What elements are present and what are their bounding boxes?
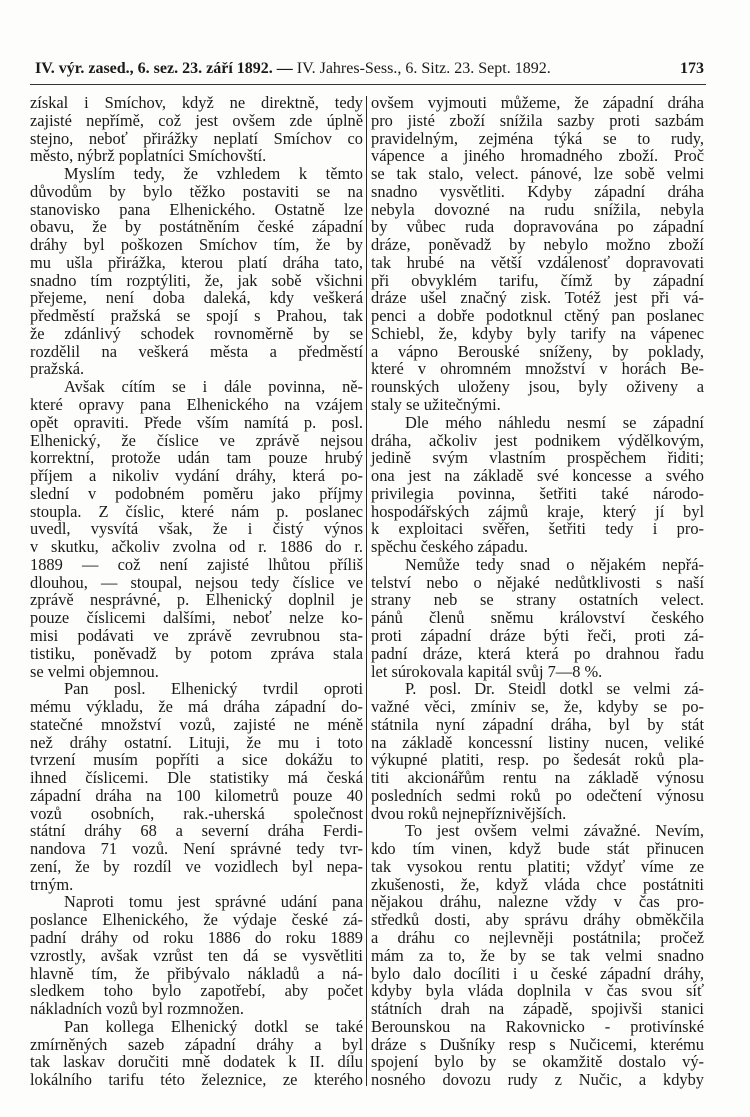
text-line: mám za to, že by se tak velmi snadno [371, 945, 704, 965]
text-line: pánů členů sněmu království českého [371, 608, 704, 628]
column-divider [366, 96, 367, 1086]
text-line: tak laskav doručiti mně dodatek k II. dílu [30, 1052, 363, 1072]
running-header [30, 58, 706, 85]
right-column [371, 94, 704, 1089]
text-line: hospodářských zájmů kraje, který jí byl [371, 501, 704, 521]
text-line: pro jisté zboží snížila sazby proti sazbám [371, 110, 704, 130]
text-line: korrektní, protože udán tam pouze hrubý [30, 448, 363, 468]
text-line: nosného dovozu rudy z Nučic, a kdyby [371, 1070, 704, 1090]
text-line: ovšem vyjmouti můžeme, že západní dráha [371, 93, 704, 112]
text-line: které v ohromném množství v horách Be- [371, 359, 704, 379]
text-line: pravidelným, zejména týká se to rudy, [371, 128, 704, 148]
text-line: let súrokovala kapitál svůj 7—8 %. [371, 661, 603, 681]
text-line: Elhenický, že číslice ve zprávě nejsou [30, 430, 363, 450]
text-line: mému výkladu, že má dráha západní do- [30, 697, 363, 717]
text-line: nandova 71 vozů. Není správné tedy tvr- [30, 839, 363, 859]
text-line: dráha, ačkoliv jest podnikem výdělkovým, [371, 430, 704, 450]
text-line: se velmi objemnou. [30, 661, 159, 681]
text-line: tistiku, poněvadž by potom zpráva stala [30, 643, 363, 663]
text-line: při obvyklém tarifu, čímž by západní [371, 270, 704, 290]
text-line: stoupla. Z číslic, které nám p. poslanec [30, 501, 363, 521]
text-line: dráze s Dušníky resp s Nučicemi, kterému [371, 1034, 704, 1054]
text-line: proti západní dráze býti řeči, proti zá- [371, 625, 704, 645]
text-line: nebyla dovozné na rudu snížila, nebyla [371, 199, 704, 219]
text-line: předměstí pražská se spojí s Prahou, tak [30, 306, 363, 326]
text-line: státnila nyní západní dráha, byl by stát [371, 714, 704, 734]
text-line: přejeme, není doba daleká, kdy veškerá [30, 288, 363, 308]
text-line: získal i Smíchov, když ne direktně, tedy [30, 93, 363, 112]
text-line: uvedl, vysvítá však, že i čistý výnos [30, 519, 363, 539]
text-line: spěchu českého západu. [371, 537, 529, 557]
text-line: važné věci, zmíniv se, že, kdyby se po- [371, 697, 704, 717]
text-line: ona jest na základě své koncesse a svého [371, 466, 704, 486]
text-line: zajisté nepřímě, což jest ovšem zde úplně [30, 110, 363, 130]
text-line: zprávě nesprávné, p. Elhenický doplnil je [30, 590, 363, 610]
text-line: v skutku, ačkoliv zvolna od r. 1886 do r. [30, 537, 363, 557]
text-line: příjem a nikoliv vydání dráhy, která po- [30, 466, 363, 486]
text-line: posledních sedmi roků po odečtení výnosu [371, 785, 704, 805]
text-line: Naproti tomu jest správné udání pana [64, 892, 363, 912]
text-line: privilegia povinna, šetřiti také národo- [371, 483, 704, 503]
text-line: snadno vysvětliti. Kdyby západní dráha [371, 181, 704, 201]
text-line: poslance Elhenického, že výdaje české zá- [30, 910, 363, 930]
text-line: stejno, neboť přirážky neplatí Smíchov co [30, 128, 363, 148]
text-line: ihned číslicemi. Dle statistiky má česká [30, 768, 363, 788]
text-line: Pan posl. Elhenický tvrdil oproti [64, 679, 363, 699]
text-line: Myslím tedy, že vzhledem k těmto [64, 164, 363, 184]
text-line: jedině svým vlastním prospěchem řiditi; [371, 448, 704, 468]
text-line: statečné množství vozů, zajisté ne méně [30, 714, 363, 734]
text-line: pouze číslicemi dalšími, neboť nelze ko- [30, 608, 363, 628]
text-line: tak hrubé na větší vzdálenosť dopravovati [371, 252, 704, 272]
text-line: titi akcionářům rentu na základě výnosu [371, 768, 704, 788]
text-line: se tak stalo, velect. pánové, lze sobě velmi [371, 164, 704, 184]
text-line: opět opraviti. Přede vším namítá p. posl. [30, 412, 363, 432]
text-line: To jest ovšem velmi závažné. Nevím, [405, 821, 704, 841]
text-line: tvrzení musím popříti a sice dokážu to [30, 750, 363, 770]
text-line: Berounskou na Rakovnicko - protivínské [371, 1016, 704, 1036]
text-line: padní dráze, která která po drahnou řadu [371, 643, 704, 663]
text-line: P. posl. Dr. Steidl dotkl se velmi zá- [405, 679, 704, 699]
text-line: výkupné platiti, resp. po šedesát roků pla- [371, 750, 704, 770]
text-line: hlavně tím, že přibývalo nákladů a ná- [30, 963, 363, 983]
text-line: a vápno Berouské sníženy, by poklady, [371, 341, 704, 361]
text-line: staly se užitečnými. [371, 395, 501, 415]
text-line: Avšak cítím se i dále povinna, ně- [64, 377, 363, 397]
text-line: padní dráhy od roku 1886 do roku 1889 [30, 927, 363, 947]
text-line: tak vysokou rentu platiti; vždyť víme ze [371, 856, 704, 876]
text-line: misi podávati ve zprávě zevrubnou sta- [30, 625, 363, 645]
text-line: rounských uloženy jsou, byly oživeny a [371, 377, 704, 397]
text-line: státních drah na západě, spojivši stanici [371, 999, 704, 1019]
text-line: důvodům by bylo těžko postaviti se na [30, 181, 363, 201]
header-czech: IV. výr. zased., 6. sez. 23. září 1892. — [35, 60, 293, 77]
text-line: dvou roků nejnepříznivějších. [371, 803, 567, 823]
text-line: sledkem toho bylo zapotřebí, aby počet [30, 981, 363, 1001]
text-line: lokálního tarifu této železnice, ze kterého [30, 1070, 363, 1090]
text-line: zkušenosti, že, když vláda chce postátniti [371, 874, 704, 894]
text-line: nákladních vozů byl rozmnožen. [30, 999, 244, 1019]
header-titles [35, 60, 551, 78]
text-line: dráhy byl poškozen Smíchov tím, že by [30, 235, 363, 255]
text-line: rozdělil na veškerá města a předměstí [30, 341, 363, 361]
text-line: středků dosti, aby správu dráhy obměkčila [371, 910, 704, 930]
text-line: zení, že by rozdíl ve vozidlech byl nepa- [30, 856, 363, 876]
text-line: Dle mého náhledu nesmí se západní [405, 412, 704, 432]
text-line: zmírněných sazeb západní dráhy a byl [30, 1034, 363, 1054]
text-line: bylo dalo docíliti i u české západní dráhy, [371, 963, 704, 983]
page-number: 173 [680, 60, 704, 77]
text-line: stanovisko pana Elhenického. Ostatně lze [30, 199, 363, 219]
text-line: spojení bylo by se okamžitě dostalo vý- [371, 1052, 704, 1072]
text-line: telství nebo o nějaké nedůtklivosti s naší [371, 572, 704, 592]
text-line: by vůbec ruda dopravována po západní [371, 217, 704, 237]
text-line: a dráhu co nejlevněji postátnila; pročež [371, 927, 704, 947]
left-column [30, 94, 363, 1089]
text-line: město, nýbrž poplatníci Smíchovští. [30, 146, 267, 166]
text-line: snadno tím rozptýliti, že, jak sobě všichni [30, 270, 363, 290]
text-line: státní dráhy 68 a severní dráha Ferdi- [30, 821, 363, 841]
text-line: mu ušla přirážka, kterou platí dráha tato, [30, 252, 363, 272]
text-line: dráze ušel značný zisk. Totéž jest při vá- [371, 288, 704, 308]
text-line: než dráhy ostatní. Lituji, že mu i toto [30, 732, 363, 752]
text-line: vzrostly, avšak vzrůst ten dá se vysvětliti [30, 945, 363, 965]
text-line: dráze, poněvadž by nebylo možno zboží [371, 235, 704, 255]
text-line: 1889 — což není zajisté lhůtou příliš [30, 554, 363, 574]
text-line: pražská. [30, 359, 85, 379]
text-line: kdo tím vinen, když bude stát přinucen [371, 839, 704, 859]
text-line: obavu, že by postátněním české západní [30, 217, 363, 237]
text-line: k exploitaci svěřen, šetřiti tedy i pro- [371, 519, 704, 539]
text-line: kdyby byla vláda doplnila v čas svou síť [371, 981, 704, 1001]
text-line: vozů osobních, rak.-uherská společnost [30, 803, 363, 823]
text-line: penci a dobře podotknul ctěný pan poslanec [371, 306, 704, 326]
text-line: nějakou dráhu, nalezne vždy v čas pro- [371, 892, 704, 912]
text-line: které opravy pana Elhenického na vzájem [30, 395, 363, 415]
text-line: Nemůže tedy snad o nějakém nepřá- [405, 554, 704, 574]
text-line: Pan kollega Elhenický dotkl se také [64, 1016, 363, 1036]
text-line: dlouhou, — stoupal, nejsou tedy číslice ve [30, 572, 363, 592]
text-line: na základě koncessní listiny nucen, veliké [371, 732, 704, 752]
text-line: strany neb se strany ostatních velect. [371, 590, 704, 610]
text-line: slední v podobném poměru jako příjmy [30, 483, 363, 503]
text-line: Schiebl, že, kdyby byly tarify na vápenec [371, 323, 704, 343]
header-german: IV. Jahres-Sess., 6. Sitz. 23. Sept. 1892. [296, 60, 551, 77]
text-line: vápence a jiného hromadného zboží. Proč [371, 146, 704, 166]
text-line: trným. [30, 874, 74, 894]
text-line: že zdánlivý schodek rovnoměrně by se [30, 323, 363, 343]
text-line: západní dráha na 100 kilometrů pouze 40 [30, 785, 363, 805]
